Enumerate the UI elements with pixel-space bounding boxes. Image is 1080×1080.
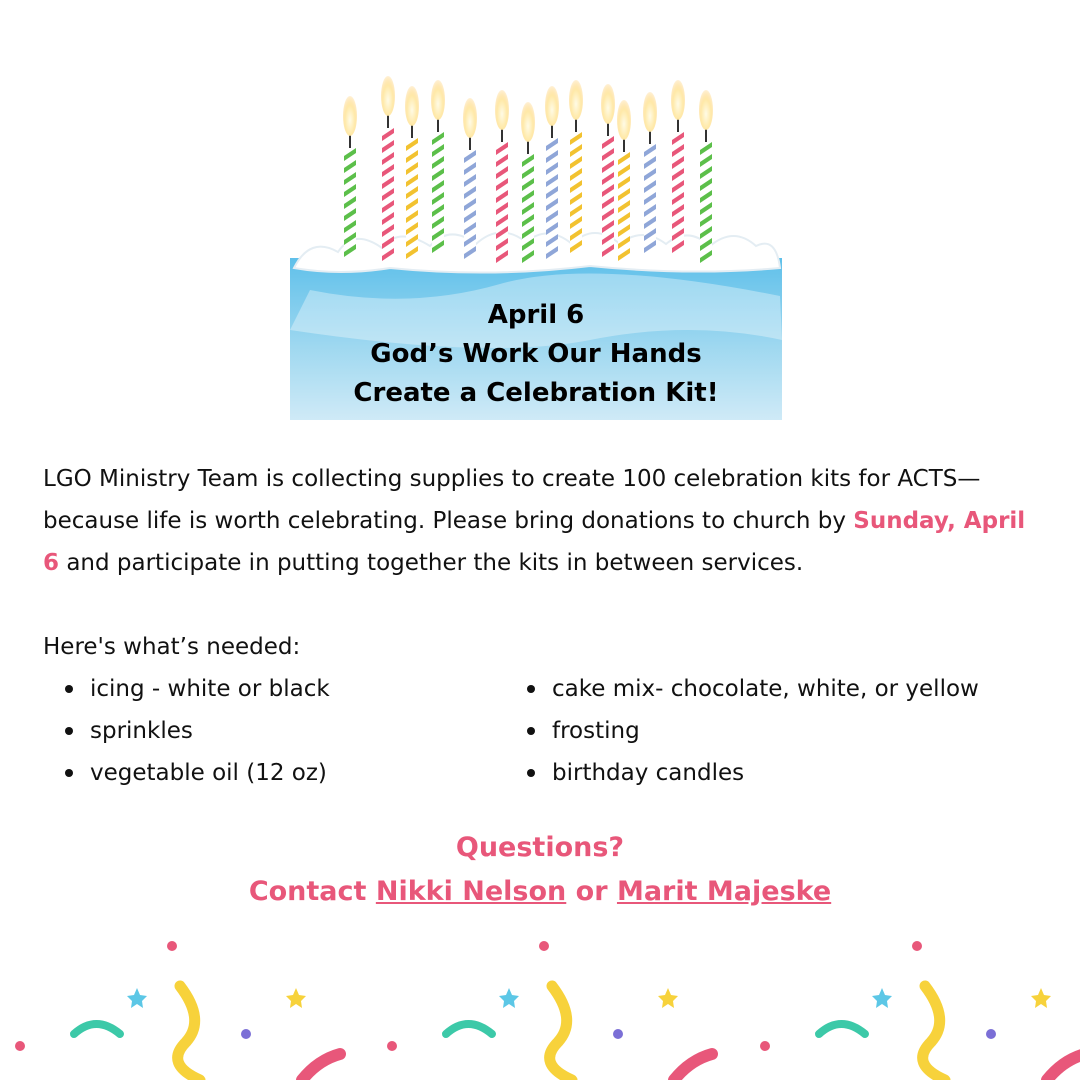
candle bbox=[431, 80, 445, 253]
questions-section bbox=[0, 826, 1080, 914]
confetti-decoration bbox=[0, 930, 1080, 1080]
candle bbox=[495, 90, 509, 263]
supply-list-left bbox=[43, 668, 330, 794]
candle bbox=[671, 80, 685, 253]
contact-link-nikki-nelson[interactable]: Nikki Nelson bbox=[375, 876, 567, 907]
intro-text-2: and participate in putting together the kits in between services. bbox=[59, 550, 804, 576]
event-date: April 6 bbox=[487, 300, 585, 330]
candle bbox=[699, 90, 713, 263]
intro-date-highlight: Sunday, April 6 bbox=[43, 508, 1026, 576]
intro-text-1: LGO Ministry Team is collecting supplies to create 100 celebration kits for ACTS— because life is worth celebrating. Please bring donations to church by bbox=[43, 466, 981, 534]
candle bbox=[521, 102, 535, 263]
contact-line bbox=[0, 870, 1080, 914]
cake-image bbox=[290, 40, 782, 420]
candle bbox=[545, 86, 559, 259]
questions-heading: Questions? bbox=[455, 832, 625, 863]
contact-link-marit-majeske[interactable]: Marit Majeske bbox=[616, 876, 832, 907]
list-item: cake mix- chocolate, white, or yellow bbox=[505, 668, 979, 710]
candle bbox=[343, 96, 357, 257]
candle bbox=[601, 84, 615, 257]
event-subtitle: Create a Celebration Kit! bbox=[353, 378, 719, 408]
candle bbox=[643, 92, 657, 253]
supply-list-right bbox=[505, 668, 979, 794]
candle bbox=[405, 86, 419, 259]
candle bbox=[463, 98, 477, 259]
list-item: frosting bbox=[505, 710, 979, 752]
event-title: God’s Work Our Hands bbox=[370, 339, 702, 369]
intro-paragraph bbox=[43, 458, 1043, 584]
contact-joiner: or bbox=[566, 876, 617, 907]
list-item: birthday candles bbox=[505, 752, 979, 794]
list-item: sprinkles bbox=[43, 710, 330, 752]
contact-prefix: Contact bbox=[248, 876, 376, 907]
list-item: icing - white or black bbox=[43, 668, 330, 710]
list-item: vegetable oil (12 oz) bbox=[43, 752, 330, 794]
candle bbox=[381, 76, 395, 261]
candle bbox=[569, 80, 583, 253]
needed-label: Here's what’s needed: bbox=[43, 634, 301, 660]
candle bbox=[617, 100, 631, 261]
